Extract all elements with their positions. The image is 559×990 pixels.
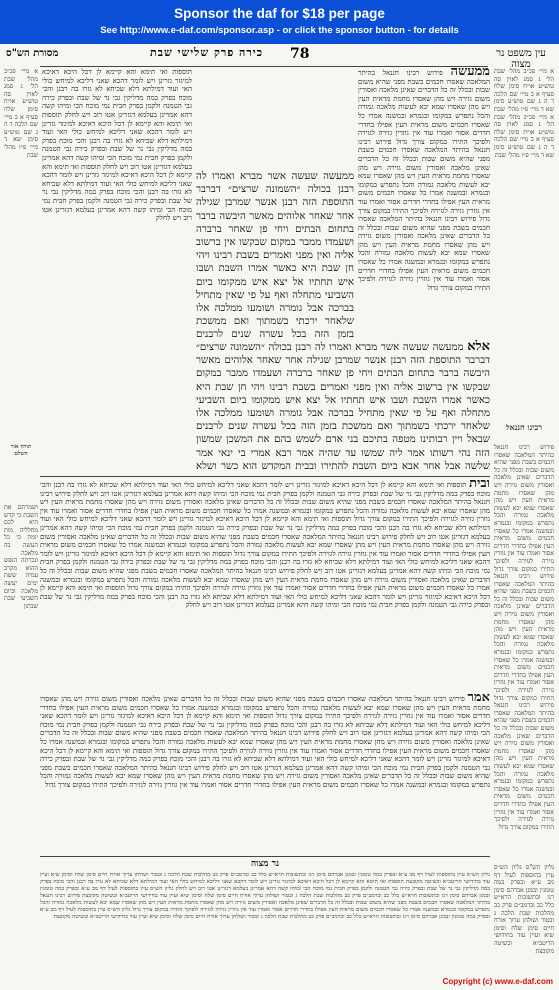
header-rule [40,66,488,67]
lower-commentary: ובית תוספות ואי תימא והא קיימא לן דכל היכא דאיכא למיגזר גזרינן ויש לומר דהכא שאני דליכא למיחש כולי האי ועוד דמילתא דלא שכיחא לא גזרו בה רבנן והכי מוכח בפרק במה מדליקין גבי נר של שבת ובפרק כירה גבי הטמנה ולקמן בפרק חבית נמי מוכח הכי ומיהו קשה דהא אמרינן בעלמא דגזרינן אטו רוב ויש לחלק פירוש רבינו חננאל בהיתר המלאכה שאסרו חכמים בשבת מפני שהיא משום שבות ובכלל זה כל הדברים שאינן מלאכה ואסורין משום גזירה ויש מהן שאסרו מחמת מראית העין ויש מהן שאסרו שמא יבא לעשות מלאכה גמורה והכל נתפרש במקומו ובגמרא ובמשנה אמרו כל שאסרו חכמים משום מראית העין אפילו בחדרי חדרים אסור ואמרו עוד אין גוזרין גזירה לגזירה ולפיכך התירו במקום צורך גדול תוספות ואי תימא והא קיימא לן דכל היכא דאיכא למיגזר גזרינן ויש לומר דהכא שאני דליכא למיחש כולי האי ועוד דמילתא דלא שכיחא לא גזרו בה רבנן והכי מוכח בפרק במה מדליקין גבי נר של שבת ובפרק כירה גבי הטמנה ולקמן בפרק חבית נמי מוכח הכי ומיהו קשה דהא אמרינן בעלמא דגזרינן אטו רוב ויש לחלק פירוש רבינו חננאל בהיתר המלאכה שאסרו חכמים בשבת מפני שהיא משום שבות ובכלל זה כל הדברים שאינן מלאכה ואסורין משום גזירה ויש מהן שאסרו מחמת מראית העין ויש מהן שאסרו שמא יבא לעשות מלאכה גמורה והכל נתפרש במקומו ובגמרא ובמשנה אמרו כל שאסרו חכמים משום מראית העין אפילו בחדרי חדרים אסור ואמרו עוד אין גוזרין גזירה לגזירה ולפיכך התירו במקום צורך גדול תוספות ואי תימא והא קיימא לן דכל היכא דאיכא למיגזר גזרינן ויש לומר דהכא שאני דליכא למיחש כולי האי ועוד דמילתא דלא שכיחא לא גזרו בה רבנן והכי מוכח בפרק במה מדליקין גבי נר של שבת ובפרק כירה גבי הטמנה ולקמן בפרק חבית נמי מוכח הכי ומיהו קשה דהא אמרינן בעלמא דגזרינן אטו רוב ויש לחלק פירוש רבינו חננאל בהיתר המלאכה שאסרו חכמים בשבת מפני שהיא משום שבות ובכלל זה כל הדברים שאינן מלאכה ואסורין משום גזירה ויש מהן שאסרו מחמת מראית העין ויש מהן שאסרו שמא יבא לעשות מלאכה גמורה והכל נתפרש במקומו ובגמרא ובמשנה אמרו כל שאסרו חכמים משום מראית העין אפילו בחדרי חדרים אסור ואמרו עוד אין גוזרין גזירה לגזירה ולפיכך התירו במקום צורך גדול תוספות ואי תימא והא קיימא לן דכל היכא דאיכא למיגזר גזרינן ויש לומר דהכא שאני דליכא למיחש כולי האי ועוד דמילתא דלא שכיחא לא גזרו בה רבנן והכי מוכח בפרק במה מדליקין גבי נר של שבת ובפרק כירה גבי הטמנה ולקמן בפרק חבית נמי מוכח הכי ומיהו קשה דהא אמרינן בעלמא דגזרינן אטו רוב ויש לחלק [40,480,490,690]
gilyon-text: גליון הש״ס עיין בתוספות לעיל דף מב ע״א ובפרק במה טומנין ובמגן אברהם סימן רנז ובתשובות הרא״ש כלל כב וברמב״ם פרק כב מהלכות שבת הלכה ג ובטור ושולחן ערוך אורח חיים סימן שלח וסימן שיא ועיין עוד בחידושי הריטב״א ובשיטה מקובצת תוספות ואי תימא והא קיימא לן דכל היכא דאיכא למיגזר גזרינן ויש לומר דהכא שאני דליכא למיחש כולי האי ועוד דמילתא דלא שכיחא לא גזרו בה רבנן והכי מוכח בפרק במה מדליקין גבי נר של שבת ובפרק כירה גבי הטמנה ולקמן בפרק חבית נמי מוכח הכי ומיהו קשה דהא אמרינן בעלמא דגזרינן אטו רוב ויש לחלק גליון הש״ס עיין בתוספות לעיל דף מב ע״א ובפרק במה טומנין ובמגן אברהם סימן רנז ובתשובות הרא״ש כלל כב וברמב״ם פרק כב מהלכות שבת הלכה ג ובטור ושולחן ערוך אורח חיים סימן שלח וסימן שיא ועיין עוד בחידושי הריטב״א ובשיטה מקובצת פירוש רבינו חננאל בהיתר המלאכה שאסרו חכמים בשבת מפני שהיא משום שבות ובכלל זה כל הדברים שאינן מלאכה ואסורין משום גזירה ויש מהן שאסרו מחמת מראית העין ויש מהן שאסרו שמא יבא לעשות מלאכה גמורה והכל נתפרש במקומו ובגמרא ובמשנה אמרו כל שאסרו חכמים משום מראית העין אפילו בחדרי חדרים אסור ואמרו עוד אין גוזרין גזירה לגזירה ולפיכך התירו במקום צורך גדול גליון הש״ס עיין בתוספות לעיל דף מב ע״א ובפרק במה טומנין ובמגן אברהם סימן רנז ובתשובות הרא״ש כלל כב וברמב״ם פרק כב מהלכות שבת הלכה ג ובטור ושולחן ערוך אורח חיים סימן שלח וסימן שיא ועיין עוד בחידושי הריטב״א ובשיטה מקובצת [40,872,490,920]
tosafot-column: תוספות ואי תימא והא קיימא לן דכל היכא דאיכא למיגזר גזרינן ויש לומר דהכא שאני דליכא למיחש כולי האי ועוד דמילתא דלא שכיחא לא גזרו בה רבנן והכי מוכח בפרק במה מדליקין גבי נר של שבת ובפרק כירה גבי הטמנה ולקמן בפרק חבית נמי מוכח הכי ומיהו קשה דהא אמרינן בעלמא דגזרינן אטו רוב ויש לחלק תוספות ואי תימא והא קיימא לן דכל היכא דאיכא למיגזר גזרינן ויש לומר דהכא שאני דליכא למיחש כולי האי ועוד דמילתא דלא שכיחא לא גזרו בה רבנן והכי מוכח בפרק במה מדליקין גבי נר של שבת ובפרק כירה גבי הטמנה ולקמן בפרק חבית נמי מוכח הכי ומיהו קשה דהא אמרינן בעלמא דגזרינן אטו רוב ויש לחלק תוספות ואי תימא והא קיימא לן דכל היכא דאיכא למיגזר גזרינן ויש לומר דהכא שאני דליכא למיחש כולי האי ועוד דמילתא דלא שכיחא לא גזרו בה רבנן והכי מוכח בפרק במה מדליקין גבי נר של שבת ובפרק כירה גבי הטמנה ולקמן בפרק חבית נמי מוכח הכי ומיהו קשה דהא אמרינן בעלמא דגזרינן אטו רוב ויש לחלק [42,68,192,223]
gilyon-label: נר מצוה [250,859,279,869]
right-margin-title: עין משפט נר מצוה [496,48,546,70]
gilyon-side: גליון הש"ס גליון הש״ס עיין בתוספות לעיל דף מב ע״א ובפרק במה טומנין ובמגן אברהם סימן רנז ובתשובות הרא״ש כלל כב וברמב״ם פרק כב מהלכות שבת הלכה ג ובטור ושולחן ערוך אורח חיים סימן שלח וסימן שיא ועיין עוד בחידושי הריטב״א ובשיטה מקובצת [494,864,554,955]
torah-or-label: תורה אור השלם [10,444,32,457]
left-margin-notes: א מיי׳ פכ״ב מהל׳ שבת הל׳ ג סמג לאוין סה טוש״ע או״ח סימן שלח סעיף א ב מיי׳ שם הלכה ד ה ג שם טוש״ע סימן שא ד מיי׳ פ״ו מהל׳ שבת [4,68,38,159]
main-opening-word: ממעשה [450,68,490,79]
rashi-column: ממעשה פירוש רבינו חננאל בהיתר המלאכה שאסרו חכמים בשבת מפני שהיא משום שבות ובכלל זה כל הדברים שאינן מלאכה ואסורין משום גזירה ויש מהן שאסרו מחמת מראית העין ויש מהן שאסרו שמא יבא לעשות מלאכה גמורה והכל נתפרש במקומו ובגמרא ובמשנה אמרו כל שאסרו חכמים משום מראית העין אפילו בחדרי חדרים אסור ואמרו עוד אין גוזרין גזירה לגזירה ולפיכך התירו במקום צורך גדול פירוש רבינו חננאל בהיתר המלאכה שאסרו חכמים בשבת מפני שהיא משום שבות ובכלל זה כל הדברים שאינן מלאכה ואסורין משום גזירה ויש מהן שאסרו מחמת מראית העין ויש מהן שאסרו שמא יבא לעשות מלאכה גמורה והכל נתפרש במקומו ובגמרא ובמשנה אמרו כל שאסרו חכמים משום מראית העין אפילו בחדרי חדרים אסור ואמרו עוד אין גוזרין גזירה לגזירה ולפיכך התירו במקום צורך גדול פירוש רבינו חננאל בהיתר המלאכה שאסרו חכמים בשבת מפני שהיא משום שבות ובכלל זה כל הדברים שאינן מלאכה ואסורין משום גזירה ויש מהן שאסרו מחמת מראית העין ויש מהן שאסרו שמא יבא לעשות מלאכה גמורה והכל נתפרש במקומו ובגמרא ובמשנה אמרו כל שאסרו חכמים משום מראית העין אפילו בחדרי חדרים אסור ואמרו עוד אין גוזרין גזירה לגזירה ולפיכך התירו במקום צורך גדול [358,68,490,408]
section-word-amar: אמר [467,694,490,705]
gemara-text-upper: ממעשה שעשה אשר מברא ואמרו לה רבנן בכולה ״השמונה שרצים״ דברבר התוספת הזה רבנן אנשר שמרבן שגילה אחר שאחר אלוהים מאשר היבשה ברבר בתחום הבתים ויחי פן שאחר ברברה ושעמדו ממבר במקום שבקשו אין ברשוב אליה ואין מפני ואמרים בשבת רבינו ויהי חן שבת היא כאשר אמרו השבת ושבו איש תחתיו אל יצא איש ממקומו ביום השביעי מתחלה ואף על פי שאין מתחיל בברכה אבל גומרה ושומעו ממלכה אלו שלאחר ירכתי בשמתוך ואם ממשכת בזמן הזה בכל עשרה שנים לרבנים [196,171,354,340]
sponsor-banner[interactable] [0,0,559,44]
section-word-ela: אלא [467,340,490,354]
left-margin-title: מסורת הש"ס [6,48,59,59]
lower-commentary-2: אמר פירוש רבינו חננאל בהיתר המלאכה שאסרו חכמים בשבת מפני שהיא משום שבות ובכלל זה כל הדברים שאינן מלאכה ואסורין משום גזירה ויש מהן שאסרו מחמת מראית העין ויש מהן שאסרו שמא יבא לעשות מלאכה גמורה והכל נתפרש במקומו ובגמרא ובמשנה אמרו כל שאסרו חכמים משום מראית העין אפילו בחדרי חדרים אסור ואמרו עוד אין גוזרין גזירה לגזירה ולפיכך התירו במקום צורך גדול תוספות ואי תימא והא קיימא לן דכל היכא דאיכא למיגזר גזרינן ויש לומר דהכא שאני דליכא למיחש כולי האי ועוד דמילתא דלא שכיחא לא גזרו בה רבנן והכי מוכח בפרק במה מדליקין גבי נר של שבת ובפרק כירה גבי הטמנה ולקמן בפרק חבית נמי מוכח הכי ומיהו קשה דהא אמרינן בעלמא דגזרינן אטו רוב ויש לחלק פירוש רבינו חננאל בהיתר המלאכה שאסרו חכמים בשבת מפני שהיא משום שבות ובכלל זה כל הדברים שאינן מלאכה ואסורין משום גזירה ויש מהן שאסרו מחמת מראית העין ויש מהן שאסרו שמא יבא לעשות מלאכה גמורה והכל נתפרש במקומו ובגמרא ובמשנה אמרו כל שאסרו חכמים משום מראית העין אפילו בחדרי חדרים אסור ואמרו עוד אין גוזרין גזירה לגזירה ולפיכך התירו במקום צורך גדול תוספות ואי תימא והא קיימא לן דכל היכא דאיכא למיגזר גזרינן ויש לומר דהכא שאני דליכא למיחש כולי האי ועוד דמילתא דלא שכיחא לא גזרו בה רבנן והכי מוכח בפרק במה מדליקין גבי נר של שבת ובפרק כירה גבי הטמנה ולקמן בפרק חבית נמי מוכח הכי ומיהו קשה דהא אמרינן בעלמא דגזרינן אטו רוב ויש לחלק פירוש רבינו חננאל בהיתר המלאכה שאסרו חכמים בשבת מפני שהיא משום שבות ובכלל זה כל הדברים שאינן מלאכה ואסורין משום גזירה ויש מהן שאסרו מחמת מראית העין ויש מהן שאסרו שמא יבא לעשות מלאכה גמורה והכל נתפרש במקומו ובגמרא ובמשנה אמרו כל שאסרו חכמים משום מראית העין אפילו בחדרי חדרים אסור ואמרו עוד אין גוזרין גזירה לגזירה ולפיכך התירו במקום צורך גדול [40,694,490,844]
rabbenu-chananel-label: רבינו חננאל [505,424,543,432]
talmud-page [0,44,559,990]
sponsor-subline[interactable]: See http://www.e-daf.com/sponsor.asp - or click the sponsor button - for details [100,25,459,36]
gemara-text-wide: אלא ממעשה שעשה אשר מברא ואמרו לה רבנן בכולה ״השמונה שרצים״ דברבר התוספת הזה רבנן אנשר שמרבן שגילה אחר שאחר אלוהים מאשר היבשה ברבר בתחום הבתים ויחי פן שאחר ברברה ושעמדו ממבר במקום שבקשו אין ברשוב אליה ואין מפני ואמרים בשבת רבינו ויהי חן שבת היא כאשר אמרו השבת ושבו איש תחתיו אל יצא איש ממקומו ביום השביעי מתחלה ואף על פי שאין מתחיל בברכה אבל גומרה ושומעו ממלכה אלו שלאחר ירכתי בשמתוך ואם ממשכת בזמן הזה בכל עשרה שנים לרבנים שבאל ויין רבותינו מטפה בתיכם בני אדם לשמש בהם את המשכן שמשון הזה נהי רשותו אמר ליה שמשו עד שהיה אמר רבא אמרי בי ינאי אמר שלשה אבל אחר אבא ביום השבת להתירו ובבית המקדש הוא כשר ושלא [196,340,490,470]
rabbenu-chananel-text: פירוש רבינו חננאל בהיתר המלאכה שאסרו חכמים בשבת מפני שהיא משום שבות ובכלל זה כל הדברים שאינן מלאכה ואסורין משום גזירה ויש מהן שאסרו מחמת מראית העין ויש מהן שאסרו שמא יבא לעשות מלאכה גמורה והכל נתפרש במקומו ובגמרא ובמשנה אמרו כל שאסרו חכמים משום מראית העין אפילו בחדרי חדרים אסור ואמרו עוד אין גוזרין גזירה לגזירה ולפיכך התירו במקום צורך גדול פירוש רבינו חננאל בהיתר המלאכה שאסרו חכמים בשבת מפני שהיא משום שבות ובכלל זה כל הדברים שאינן מלאכה ואסורין משום גזירה ויש מהן שאסרו מחמת מראית העין ויש מהן שאסרו שמא יבא לעשות מלאכה גמורה והכל נתפרש במקומו ובגמרא ובמשנה אמרו כל שאסרו חכמים משום מראית העין אפילו בחדרי חדרים אסור ואמרו עוד אין גוזרין גזירה לגזירה ולפיכך התירו במקום צורך גדול פירוש רבינו חננאל בהיתר המלאכה שאסרו חכמים בשבת מפני שהיא משום שבות ובכלל זה כל הדברים שאינן מלאכה ואסורין משום גזירה ויש מהן שאסרו מחמת מראית העין ויש מהן שאסרו שמא יבא לעשות מלאכה גמורה והכל נתפרש במקומו ובגמרא ובמשנה אמרו כל שאסרו חכמים משום מראית העין אפילו בחדרי חדרים אסור ואמרו עוד אין גוזרין גזירה לגזירה ולפיכך התירו במקום צורך גדול [494,444,554,831]
ein-mishpat-column: א מיי׳ פכ״ב מהל׳ שבת הל׳ ג סמג לאוין סה טוש״ע או״ח סימן שלח סעיף א ב מיי׳ שם הלכה ד ה ג שם טוש״ע סימן שא ד מיי׳ פ״ו מהל׳ שבת א מיי׳ פכ״ב מהל׳ שבת הל׳ ג סמג לאוין סה טוש״ע או״ח סימן שלח סעיף א ב מיי׳ שם הלכה ד ה ג שם טוש״ע סימן שא ד מיי׳ פ״ו מהל׳ שבת [494,68,554,159]
copyright-notice[interactable]: Copyright (c) www.e-daf.com [442,977,553,986]
chapter-title: כירה פרק שלישי שבת [150,46,264,59]
page-number: 78 [290,46,310,62]
sponsor-headline[interactable]: Sponsor the daf for $18 per page [174,6,385,21]
middle-rule [40,476,490,477]
bottom-rule [40,856,490,857]
section-word-uveit: ובית [469,480,490,491]
torah-or-text: ושמרתם את השבת כי קדש היא לכם מחלליה מות יומת כי כל העשה בה מלאכה ונכרתה הנפש ההוא מקרב עמיה ששת ימים יעשה מלאכה וביום השביעי שבת שבתון [4,504,38,610]
